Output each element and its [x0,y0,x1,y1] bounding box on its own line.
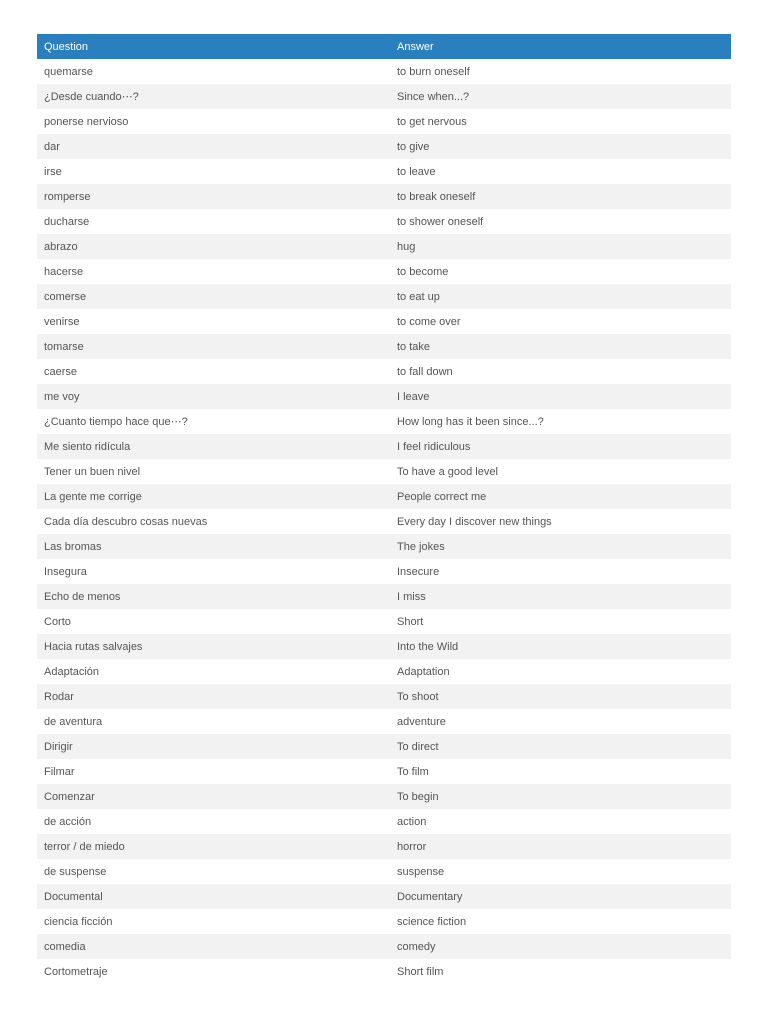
table-row [37,134,731,159]
answer-cell: to fall down [397,365,453,378]
table-row [37,959,731,984]
answer-cell: To have a good level [397,465,498,478]
question-cell: Insegura [44,565,87,578]
question-cell: de aventura [44,715,103,728]
answer-cell: Every day I discover new things [397,515,552,528]
table-row [37,834,731,859]
question-cell: abrazo [37,234,390,259]
answer-cell: Insecure [397,565,440,578]
table-row [37,659,731,684]
question-cell: de suspense [44,865,107,878]
header-row [37,34,731,59]
question-cell: ¿Cuanto tiempo hace que⋯? [44,416,188,428]
question-cell: Cada día descubro cosas nuevas [44,515,208,528]
table-row [37,759,731,784]
question-cell: comerse [37,284,390,309]
question-cell: caerse [44,365,78,378]
question-cell: Filmar [44,765,75,778]
question-cell: ¿Desde cuando⋯? [37,84,390,109]
question-cell: terror / de miedo [37,834,390,859]
question-column-header: Question [37,34,390,59]
table-row [37,109,731,134]
question-cell: Hacia rutas salvajes [37,634,390,659]
table-row [37,459,731,484]
table-row [37,184,731,209]
answer-cell: How long has it been since...? [397,415,544,428]
answer-cell: To begin [390,784,731,809]
question-cell: venirse [44,315,80,328]
answer-cell: adventure [397,715,446,728]
table-row [37,709,731,734]
question-cell: Adaptación [44,665,100,678]
question-cell: Comenzar [37,784,390,809]
question-cell: ciencia ficción [44,915,113,928]
question-cell: romperse [37,184,390,209]
question-cell: me voy [37,384,390,409]
answer-cell: to shower oneself [397,215,484,228]
answer-cell: to come over [397,315,461,328]
table-row [37,434,731,459]
question-cell: irse [44,165,62,178]
table-row [37,809,731,834]
table-row [37,734,731,759]
answer-cell: to get nervous [397,115,467,128]
question-cell: Dirigir [37,734,390,759]
answer-cell: I leave [390,384,731,409]
question-cell: quemarse [44,65,93,78]
answer-cell: Since when...? [390,84,731,109]
question-cell: Tener un buen nivel [44,465,141,478]
answer-cell: science fiction [397,915,467,928]
question-cell: Documental [37,884,390,909]
table-row [37,684,731,709]
question-cell: hacerse [44,265,84,278]
answer-cell: I miss [390,584,731,609]
answer-cell: action [397,815,427,828]
question-cell: Las bromas [37,534,390,559]
question-cell: dar [37,134,390,159]
vocab-table [37,34,731,984]
answer-cell: to eat up [390,284,731,309]
answer-cell: to break oneself [390,184,731,209]
table-row [37,209,731,234]
question-cell: Corto [44,615,71,628]
question-cell: Echo de menos [37,584,390,609]
table-body [37,59,731,984]
table-row [37,534,731,559]
answer-cell: Short [397,615,424,628]
answer-cell: Short film [397,965,444,978]
answer-cell: to give [390,134,731,159]
table-row [37,384,731,409]
table-row [37,59,731,84]
answer-cell: To shoot [390,684,731,709]
answer-cell: horror [390,834,731,859]
answer-cell: To film [397,765,429,778]
question-cell: Rodar [37,684,390,709]
table-row [37,509,731,534]
answer-cell: suspense [397,865,445,878]
answer-cell: Into the Wild [390,634,731,659]
question-cell: La gente me corrige [37,484,390,509]
table-row [37,259,731,284]
table-row [37,409,731,434]
table-row [37,484,731,509]
table-row [37,159,731,184]
table-header [37,34,731,59]
question-cell: ducharse [44,215,90,228]
answer-cell: to leave [397,165,436,178]
table-row [37,784,731,809]
table-row [37,634,731,659]
answer-cell: People correct me [390,484,731,509]
table-row [37,884,731,909]
table-row [37,609,731,634]
answer-cell: to become [397,265,449,278]
question-cell: de acción [44,815,92,828]
table-row [37,284,731,309]
table-row [37,84,731,109]
table-row [37,334,731,359]
table-row [37,309,731,334]
table-row [37,909,731,934]
question-cell: tomarse [37,334,390,359]
answer-cell: To direct [390,734,731,759]
answer-cell: comedy [390,934,731,959]
answer-column-header: Answer [390,34,731,59]
question-cell: Cortometraje [44,965,108,978]
table-row [37,559,731,584]
answer-cell: Documentary [390,884,731,909]
answer-cell: I feel ridiculous [390,434,731,459]
table-row [37,359,731,384]
answer-cell: Adaptation [397,665,450,678]
answer-cell: to take [390,334,731,359]
table-row [37,234,731,259]
question-cell: Me siento ridícula [37,434,390,459]
answer-cell: The jokes [390,534,731,559]
question-cell: ponerse nervioso [44,115,129,128]
table-row [37,584,731,609]
answer-cell: hug [390,234,731,259]
table-row [37,934,731,959]
answer-cell: to burn oneself [397,65,470,78]
table-row [37,859,731,884]
question-cell: comedia [37,934,390,959]
